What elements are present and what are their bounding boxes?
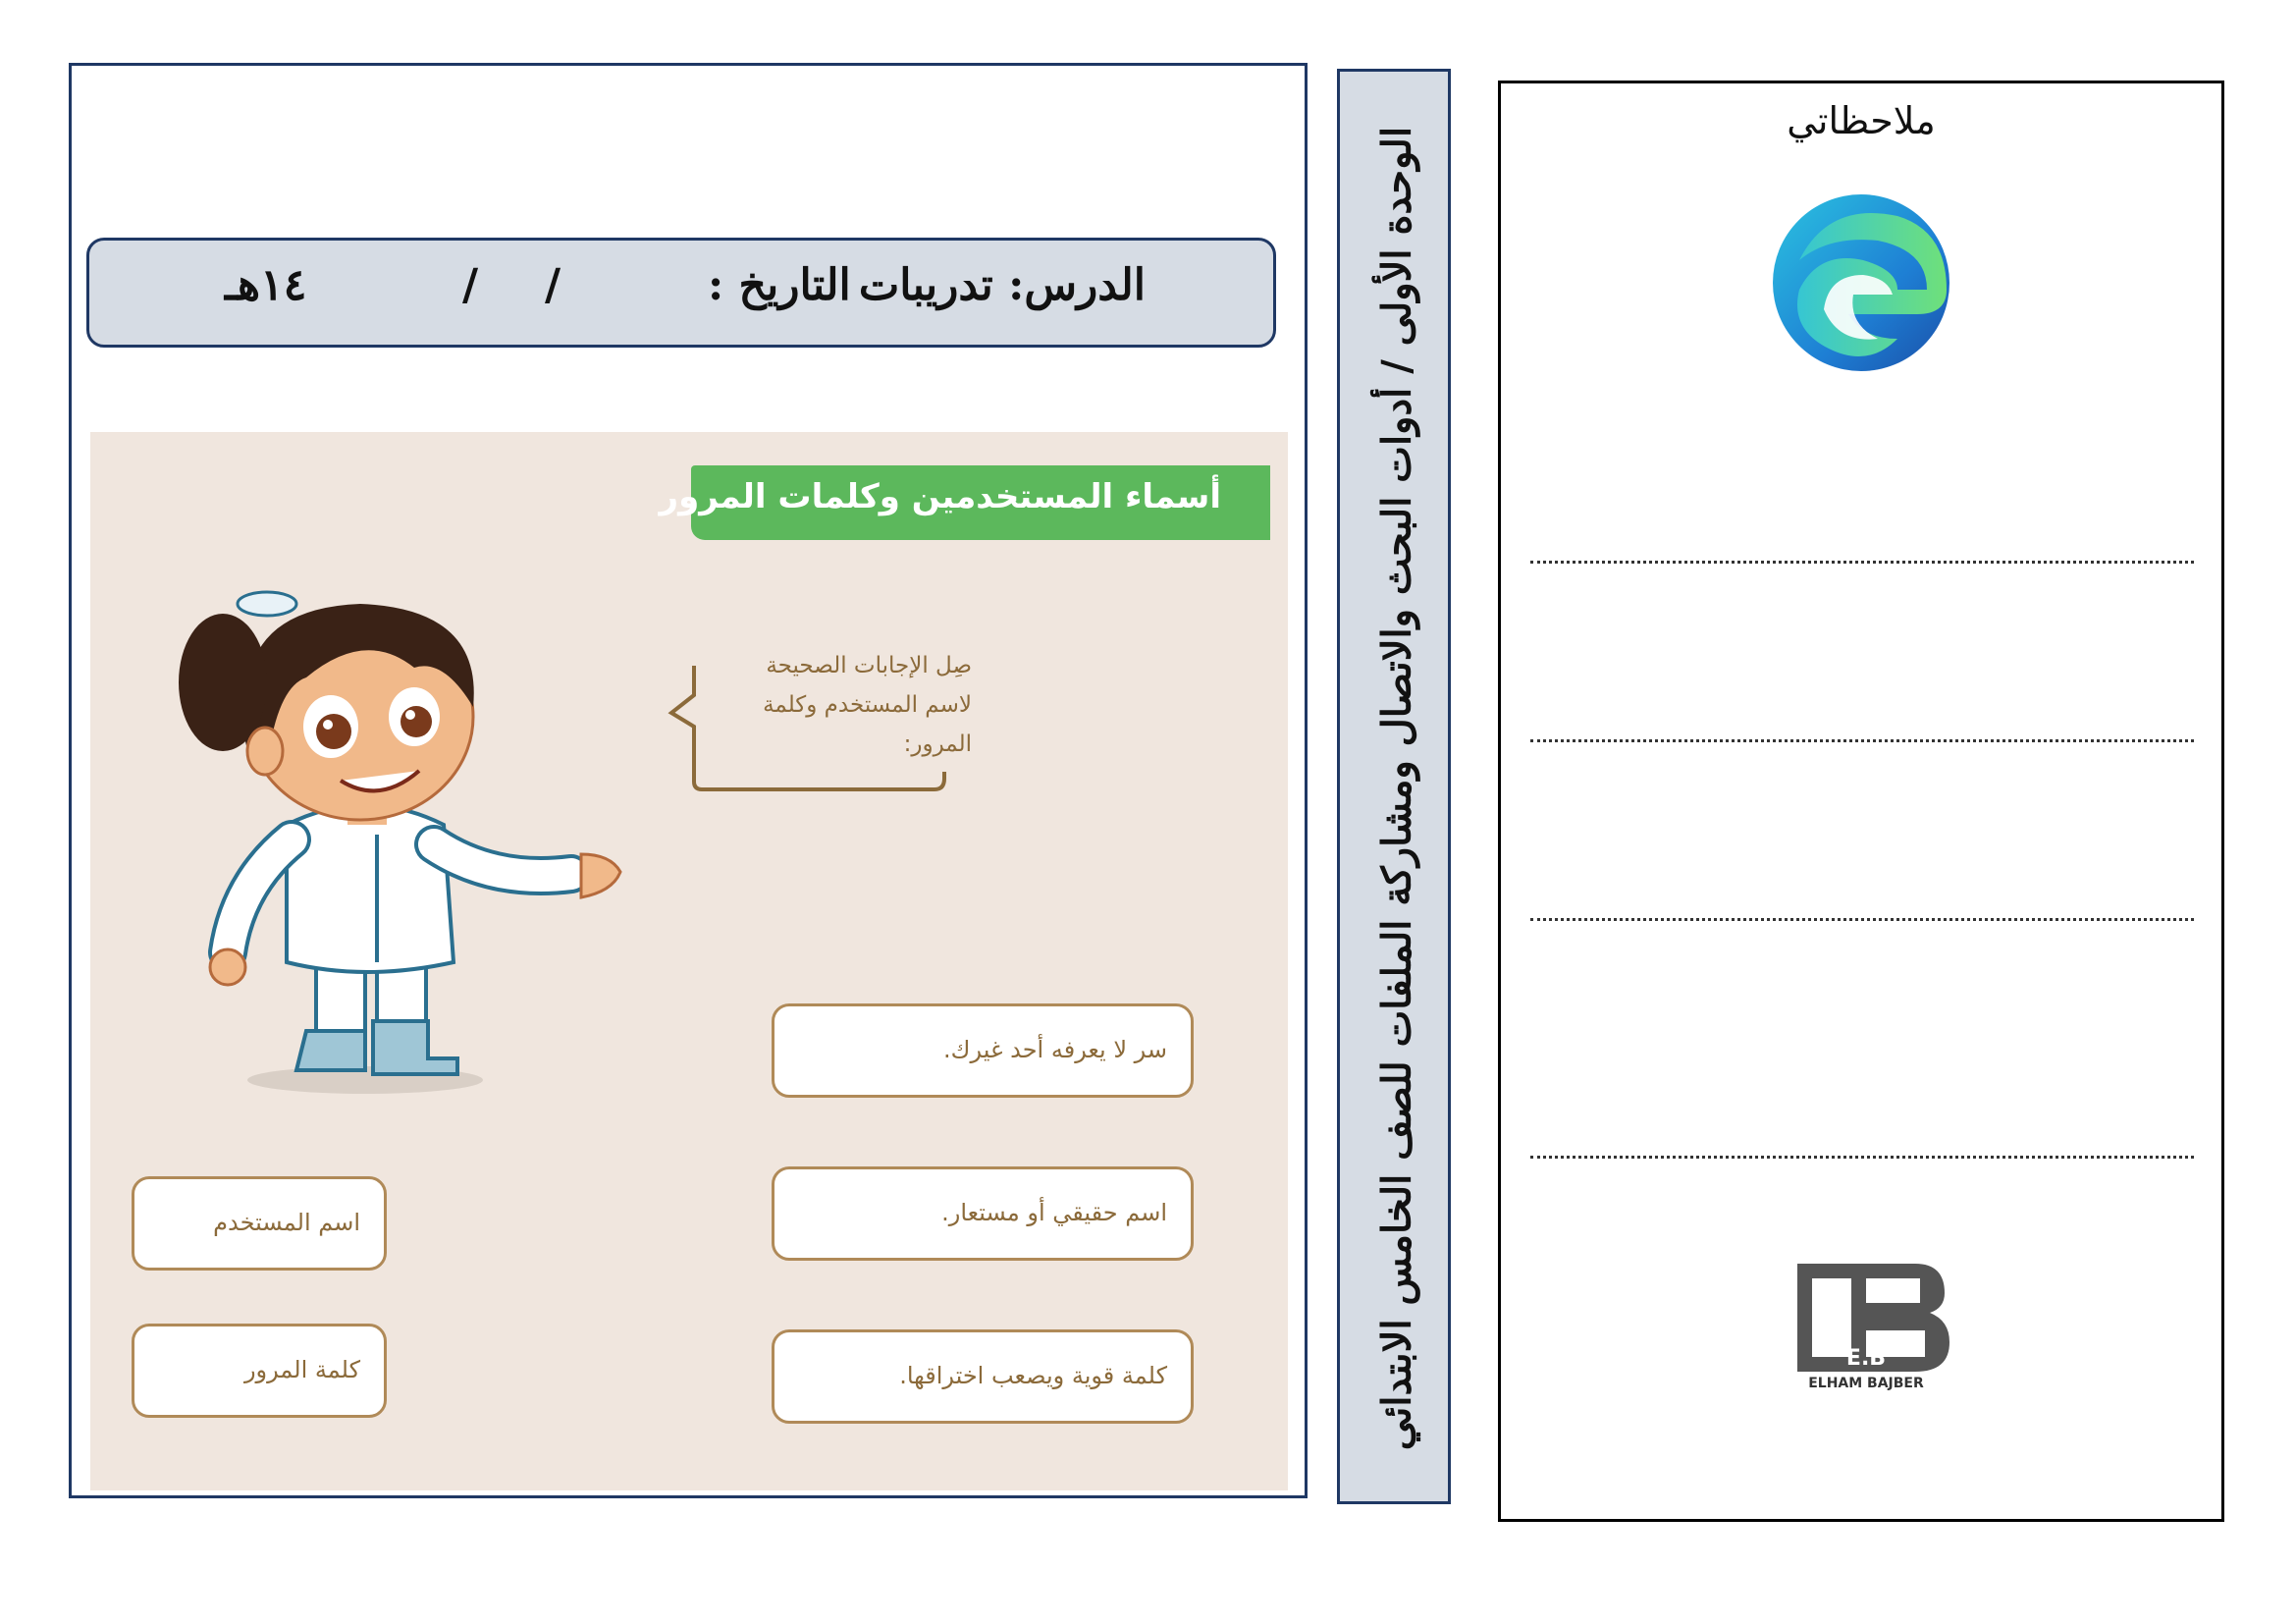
answer-option[interactable]: اسم حقيقي أو مستعار. xyxy=(772,1166,1194,1261)
instruction-text: صِل الإجابات الصحيحة لاسم المستخدم وكلمة المرور: xyxy=(763,653,972,757)
note-line xyxy=(1530,561,2194,564)
date-separator: / xyxy=(462,260,479,310)
date-separator: / xyxy=(545,260,561,310)
note-line xyxy=(1530,739,2194,742)
svg-text:E.B: E.B xyxy=(1845,1346,1887,1371)
unit-title: الوحدة الأولى / أدوات البحث والاتصال ومشاركة الملفات للصف الخامس الابتدائي xyxy=(1373,126,1420,1451)
activity-area xyxy=(90,432,1288,1490)
speech-bubble xyxy=(640,646,993,793)
lesson-title: الدرس: تدريبات xyxy=(858,260,1146,310)
eb-logo xyxy=(1778,1254,1954,1391)
notes-title: ملاحظاتي xyxy=(1787,99,1936,142)
date-year-suffix: ١٤هـ xyxy=(225,260,307,310)
note-line xyxy=(1530,1156,2194,1159)
lesson-header xyxy=(86,238,1276,348)
girl-character-illustration xyxy=(120,569,669,1119)
unit-side-banner xyxy=(1337,69,1451,1504)
answer-option[interactable]: سر لا يعرفه أحد غيرك. xyxy=(772,1003,1194,1098)
svg-text:ELHAM BAJBER: ELHAM BAJBER xyxy=(1808,1376,1924,1391)
activity-title: أسماء المستخدمين وكلمات المرور xyxy=(691,465,1270,540)
answer-option[interactable]: كلمة قوية ويصعب اختراقها. xyxy=(772,1329,1194,1424)
edge-browser-icon xyxy=(1770,191,1952,374)
note-line xyxy=(1530,918,2194,921)
term-username[interactable]: اسم المستخدم xyxy=(132,1176,387,1271)
notes-panel xyxy=(1498,81,2224,1522)
term-password[interactable]: كلمة المرور xyxy=(132,1324,387,1418)
date-label: التاريخ : xyxy=(708,260,851,310)
